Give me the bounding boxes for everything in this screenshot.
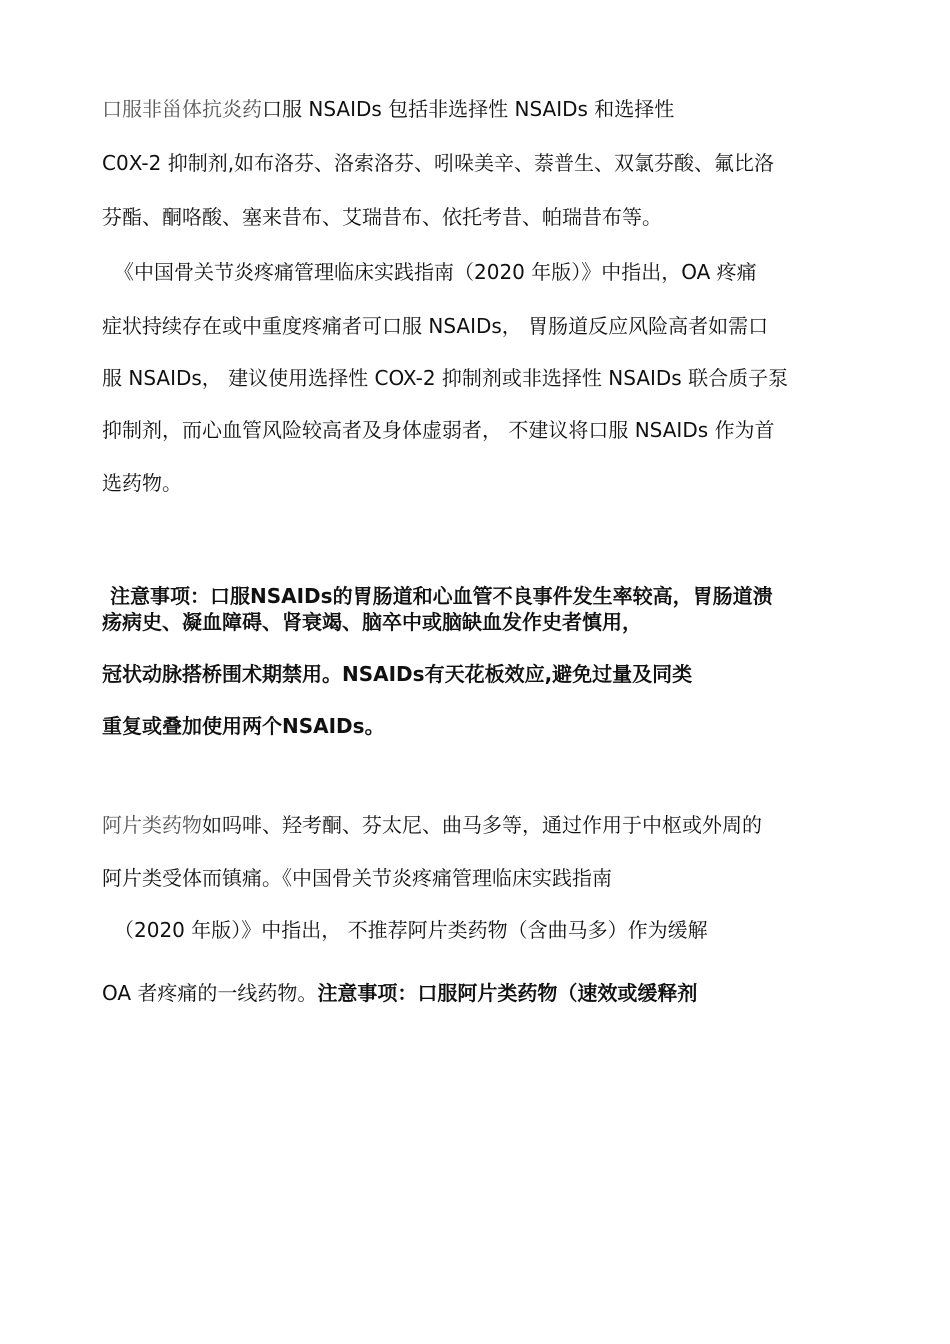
opioid-notes-text: 注意事项：口服阿片类药物（速效或缓释剂 — [317, 981, 698, 1005]
opioid-category-label: 阿片类药物 — [102, 813, 202, 837]
paragraph-1-line-1-text: 口服 NSAIDs 包括非选择性 NSAIDs 和选择性 — [262, 97, 675, 121]
paragraph-2-line-4: 抑制剂，而心血管风险较高者及身体虚弱者， 不建议将口服 NSAIDs 作为首 — [102, 418, 775, 442]
paragraph-4-line-2: 阿片类受体而镇痛。《中国骨关节炎疼痛管理临床实践指南 — [102, 866, 612, 890]
paragraph-4-line-1 — [102, 812, 762, 838]
notes-line-1: 注意事项：口服NSAIDs的胃肠道和心血管不良事件发生率较高，胃肠道溃 — [110, 584, 773, 608]
paragraph-2-line-5: 选药物。 — [102, 471, 182, 495]
drug-category-label: 口服非甾体抗炎药 — [102, 97, 262, 121]
paragraph-1-line-1 — [102, 96, 674, 122]
paragraph-4-line-3: （2020 年版）》中指出， 不推荐阿片类药物（含曲马多）作为缓解 — [114, 918, 708, 942]
paragraph-1-line-3: 芬酯、酮咯酸、塞来昔布、艾瑞昔布、依托考昔、帕瑞昔布等。 — [102, 205, 662, 229]
paragraph-4-line-4 — [102, 980, 697, 1006]
paragraph-2-line-3: 服 NSAIDs， 建议使用选择性 COX-2 抑制剂或非选择性 NSAIDs 联合质子泵 — [102, 366, 789, 390]
notes-line-2: 疡病史、凝血障碍、肾衰竭、脑卒中或脑缺血发作史者慎用， — [102, 610, 642, 634]
notes-line-4: 重复或叠加使用两个NSAIDs。 — [102, 714, 385, 738]
paragraph-2-line-1: 《中国骨关节炎疼痛管理临床实践指南（2020 年版）》中指出，OA 疼痛 — [114, 260, 757, 284]
paragraph-1-line-2: C0X-2 抑制剂,如布洛芬、洛索洛芬、吲哚美辛、萘普生、双氯芬酸、氟比洛 — [102, 151, 775, 175]
paragraph-2-line-2: 症状持续存在或中重度疼痛者可口服 NSAIDs， 胃肠道反应风险高者如需口 — [102, 314, 769, 338]
paragraph-4-line-4-text: OA 者疼痛的一线药物。 — [102, 981, 318, 1005]
notes-line-3: 冠状动脉搭桥围术期禁用。NSAIDs有天花板效应,避免过量及同类 — [102, 662, 693, 686]
paragraph-4-line-1-text: 如吗啡、羟考酮、芬太尼、曲马多等，通过作用于中枢或外周的 — [202, 813, 762, 837]
